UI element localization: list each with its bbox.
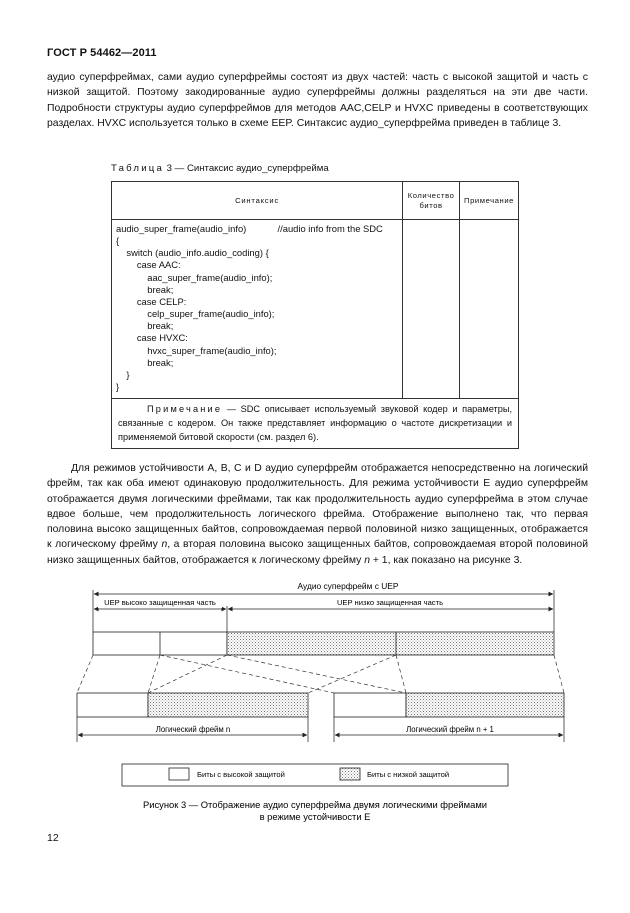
legend-high-label: Биты с высокой защитой	[197, 770, 285, 779]
label-frame-n1: Логический фрейм n + 1	[406, 725, 494, 734]
body-text-2: , а вторая половина высоко защищенных байтов, сопровождаемая второй половиной низко защищенных байтов, отображается к логическому фрейму	[47, 539, 588, 566]
document-header: ГОСТ Р 54462—2011	[47, 47, 157, 59]
figure-caption-line2: в режиме устойчивости E	[259, 811, 371, 822]
label-uep: Аудио суперфрейм с UEP	[297, 581, 399, 591]
label-low: UEP низко защищенная часть	[336, 598, 444, 607]
frame-index-2: n	[364, 554, 370, 566]
mapping-lines	[77, 655, 564, 693]
legend-low-swatch	[340, 768, 360, 780]
table-note-word: Примечание	[147, 404, 223, 415]
frame-n-high-block	[77, 693, 148, 717]
figure-caption-line1: Рисунок 3 — Отображение аудио суперфрейма двумя логическими фреймами	[142, 799, 488, 810]
superframe-low-block	[227, 632, 554, 655]
syntax-code: audio_super_frame(audio_info) //audio info from the SDC { switch (audio_info.audio_coding) { case AAC: aac_super_frame(audio_info); break; case CELP: celp_super_frame(audio_info); break; case HVXC: hvxc_super_frame(audio_info); break; } }	[112, 220, 403, 399]
frame-n1-low-block	[406, 693, 564, 717]
label-high: UEP высоко защищенная часть	[104, 598, 216, 607]
intro-text: аудио суперфреймах, сами аудио суперфреймы состоят из двух частей: часть с высокой защитой и часть с низкой защитой. Поэтому закодированные аудио суперфреймы должны разделяться на эти две части. Подробности структуры аудио суперфреймов для методов AAC,CELP и HVXC приведены в соответствующих разделах. HVXC используется только в схеме EEP. Синтаксис аудио_суперфрейма приведен в таблице 3.	[47, 72, 588, 129]
frame-index-1: n	[161, 539, 168, 551]
table-caption-rest: 3 — Синтаксис аудио_суперфрейма	[164, 163, 329, 174]
col-header-note: Примечание	[460, 182, 519, 220]
frame-n1-high-block	[334, 693, 406, 717]
col-header-syntax: Синтаксис	[112, 182, 403, 220]
body-text-1: Для режимов устойчивости A, B, C и D аудио суперфрейм отображается непосредственно на логический фрейм, так как оба имеют одинаковую продолжительность. Для режима устойчивости E аудио суперфрейм отображается двумя логическими фреймами, так как продолжительность аудио суперфрейма в этом случае вдвое больше, чем продолжительность логического фрейма. Отображение выполнено так, что первая половина высоко защищенных байтов, сопровождаемая первой половиной низко защищенных, отображается к логическому фрейму	[47, 463, 588, 551]
col-header-bits: Количество битов	[403, 182, 460, 220]
legend-low-label: Биты с низкой защитой	[367, 770, 450, 779]
page-number: 12	[47, 832, 59, 844]
body-text-3: + 1, как показано на рисунке 3.	[369, 554, 523, 566]
table-note-text: — SDC описывает используемый звуковой кодер и параметры, связанные с кодером. Он также представляет информацию о частоте дискретизации и применяемой битовой скорости (см. раздел 6).	[118, 404, 512, 443]
label-frame-n: Логический фрейм n	[155, 725, 231, 734]
frame-n-low-block	[148, 693, 308, 717]
legend-high-swatch	[169, 768, 189, 780]
table-caption-word: Таблица	[111, 163, 165, 174]
